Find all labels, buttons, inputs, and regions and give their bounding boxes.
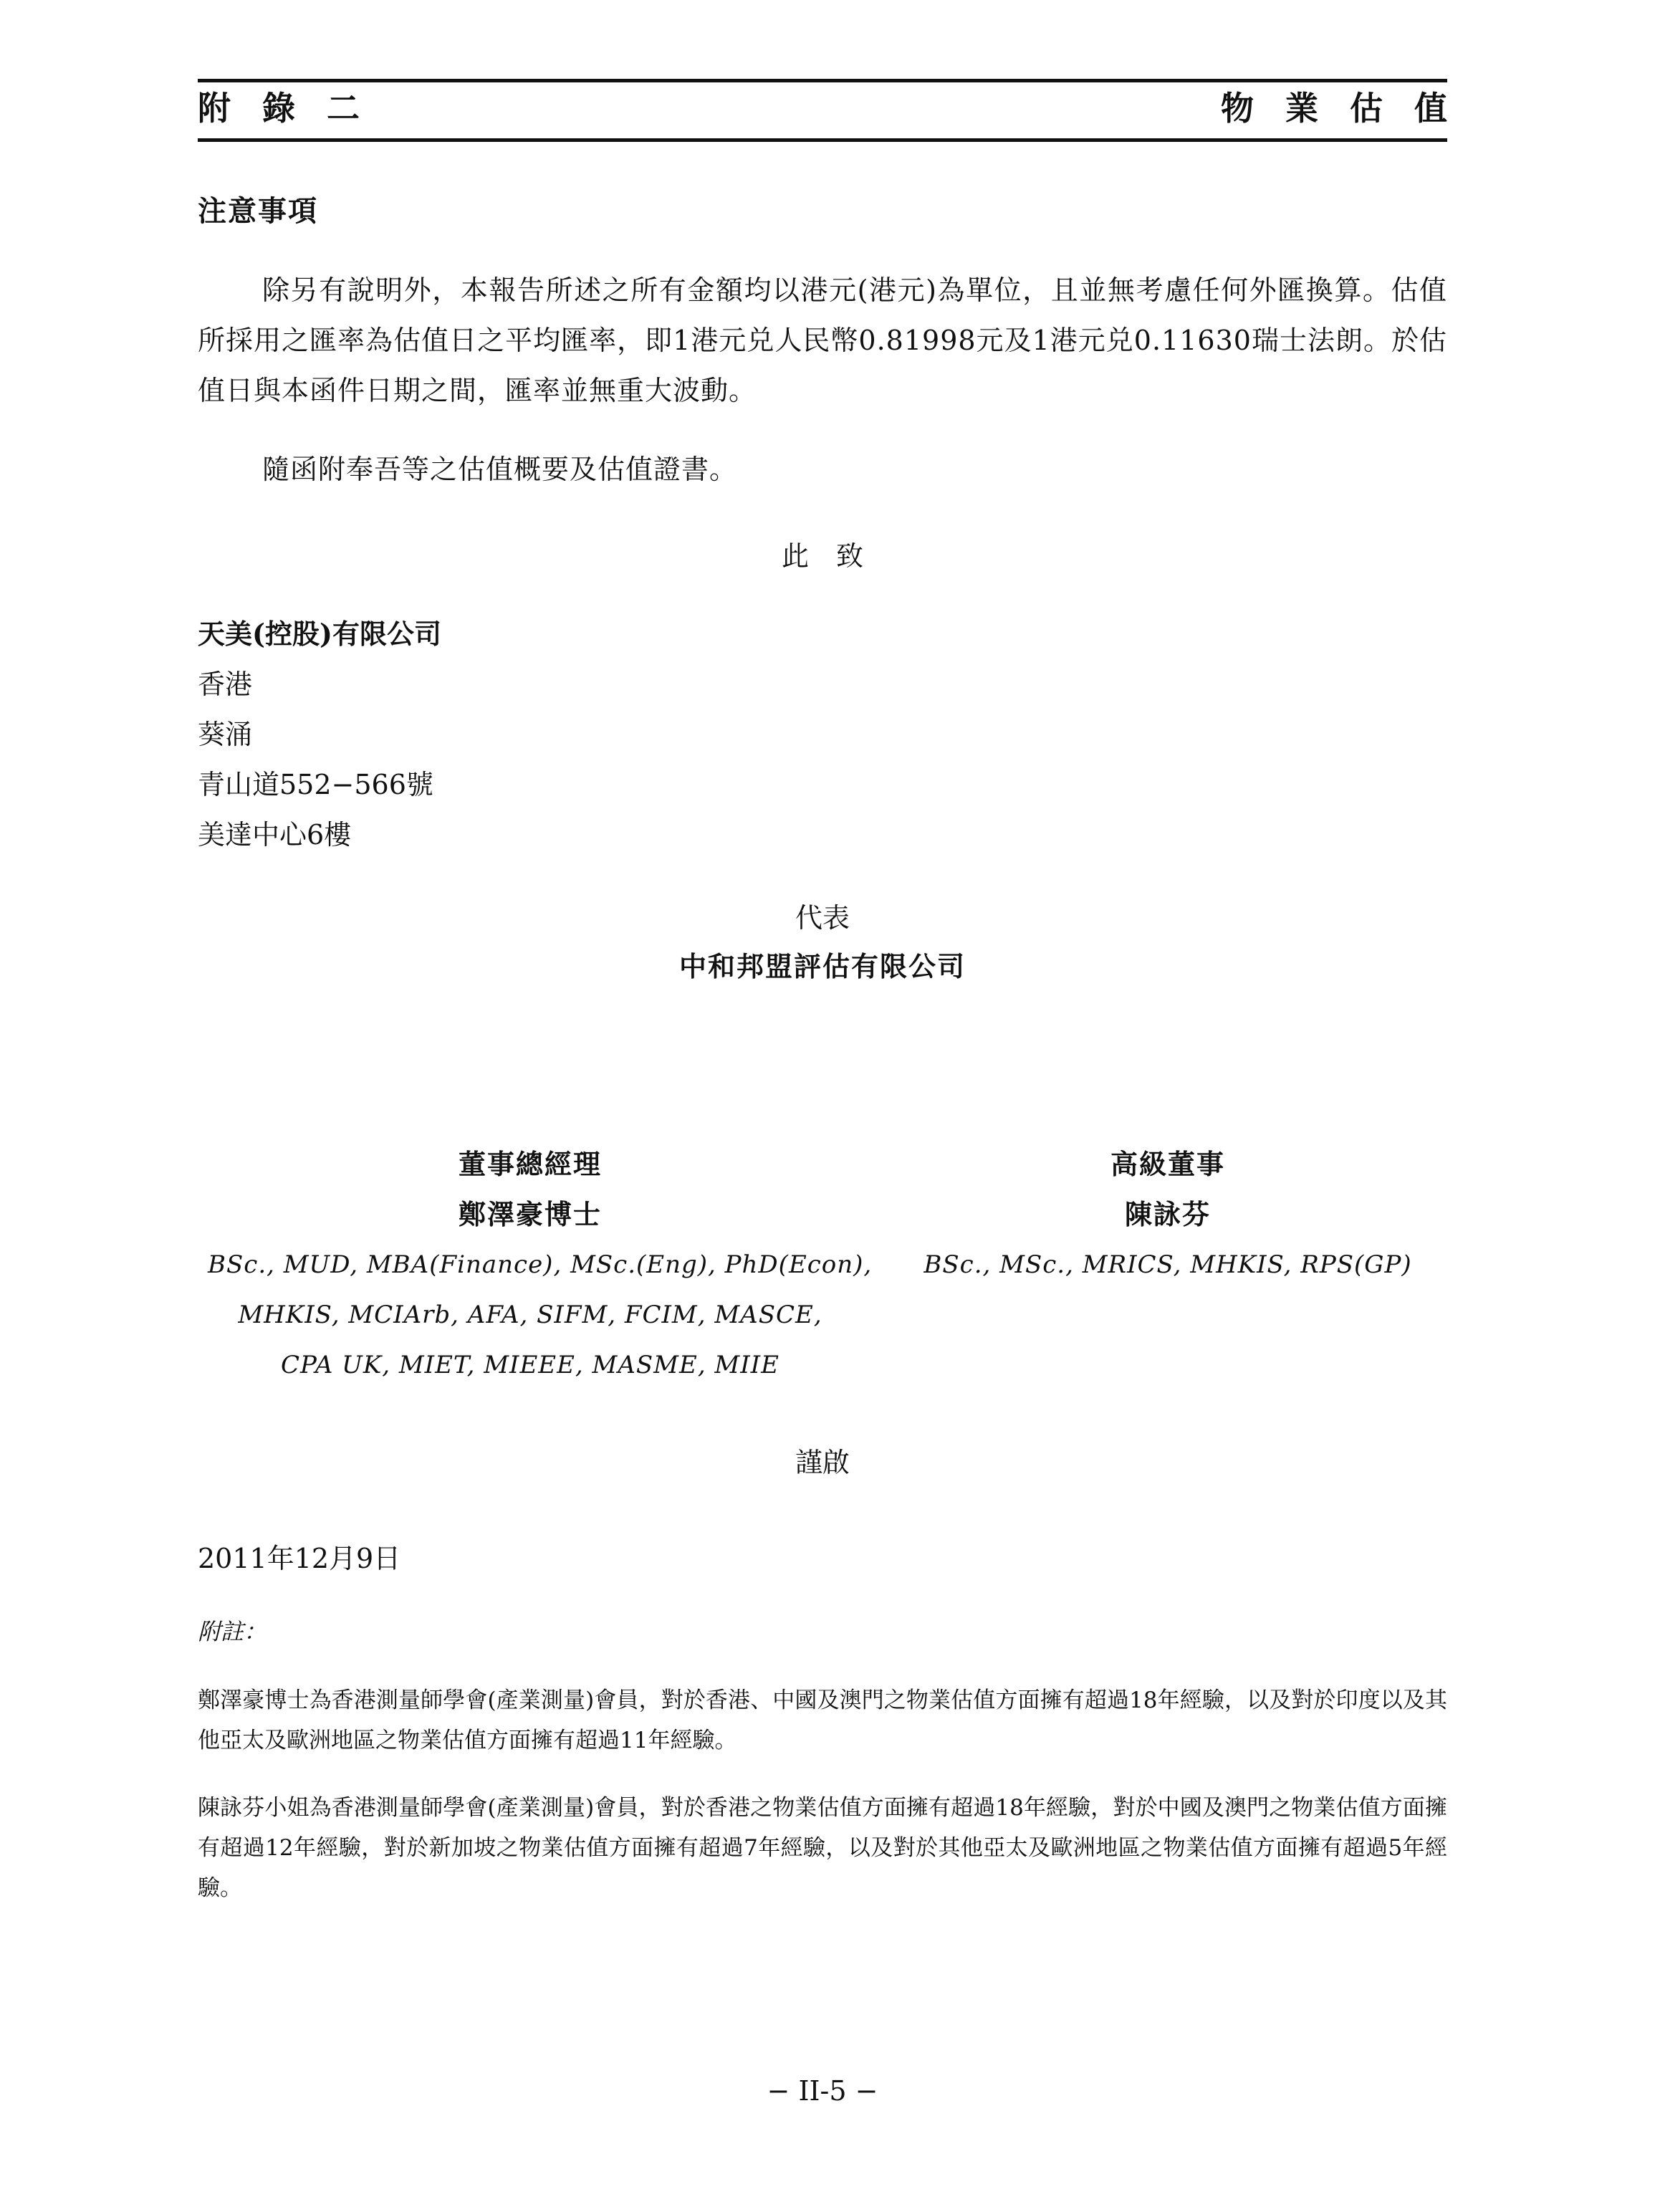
valuer-firm-name: 中和邦盟評估有限公司 (678, 950, 966, 982)
addressee-company: 天美(控股)有限公司 (198, 618, 441, 650)
addressee-line: 青山道552−566號 (198, 769, 433, 800)
section-header-title: 物 業 估 值 (1220, 89, 1457, 128)
notes-label: 附註： (198, 1618, 267, 1645)
currency-paragraph: 除另有說明外，本報告所述之所有金額均以港元(港元)為單位，且並無考慮任何外匯換算。估值所採用之匯率為估值日之平均匯率，即1港元兑人民幣0.81998元及1港元兑0.11630瑞士法朗。於估值日與本函件日期之間，匯率並無重大波動。 (198, 274, 1447, 406)
note-item: 鄭澤豪博士為香港測量師學會(產業測量)會員，對於香港、中國及澳門之物業估值方面擁有超過18年經驗，以及對於印度以及其他亞太及歐洲地區之物業估值方面擁有超過11年經驗。 (198, 1687, 1447, 1753)
section-title: 注意事項 (198, 194, 318, 228)
enclosure-paragraph: 隨函附奉吾等之估值概要及估值證書。 (262, 454, 738, 485)
note-item: 陳詠芬小姐為香港測量師學會(產業測量)會員，對於香港之物業估值方面擁有超過18年經驗，對於中國及澳門之物業估值方面擁有超過12年經驗，對於新加坡之物業估值方面擁有超過7年經驗，以及對於其他亞太及歐洲地區之物業估值方面擁有超過5年經驗。 (198, 1795, 1447, 1901)
header-bottom-rule (198, 138, 1447, 142)
header-top-rule (198, 79, 1447, 82)
closing-salutation: 此 致 (781, 540, 863, 572)
signatory-title: 高級董事 (1110, 1148, 1225, 1180)
signatory-qualifications: CPA UK, MIET, MIEEE, MASME, MIIE (281, 1351, 779, 1379)
signatory-name: 陳詠芬 (1124, 1198, 1211, 1230)
signatory-block-2 (845, 1139, 1490, 1290)
page-number: − II-5 − (767, 2075, 878, 2107)
signatory-qualifications: BSc., MUD, MBA(Finance), MSc.(Eng), PhD(Econ), (208, 1250, 873, 1279)
addressee-line: 葵涌 (198, 719, 253, 750)
sign-off: 謹啟 (795, 1447, 850, 1478)
letter-date: 2011年12月9日 (198, 1543, 401, 1574)
signatory-title: 董事總經理 (458, 1148, 602, 1180)
signatory-qualifications: BSc., MSc., MRICS, MHKIS, RPS(GP) (923, 1250, 1412, 1279)
on-behalf-label: 代表 (795, 902, 850, 934)
appendix-label: 附 錄 二 (198, 89, 370, 128)
addressee-line: 香港 (198, 669, 253, 700)
signatory-block-1 (208, 1139, 873, 1390)
signatory-name: 鄭澤豪博士 (458, 1198, 602, 1230)
signatory-qualifications: MHKIS, MCIArb, AFA, SIFM, FCIM, MASCE, (238, 1301, 822, 1329)
addressee-line: 美達中心6樓 (198, 819, 352, 851)
